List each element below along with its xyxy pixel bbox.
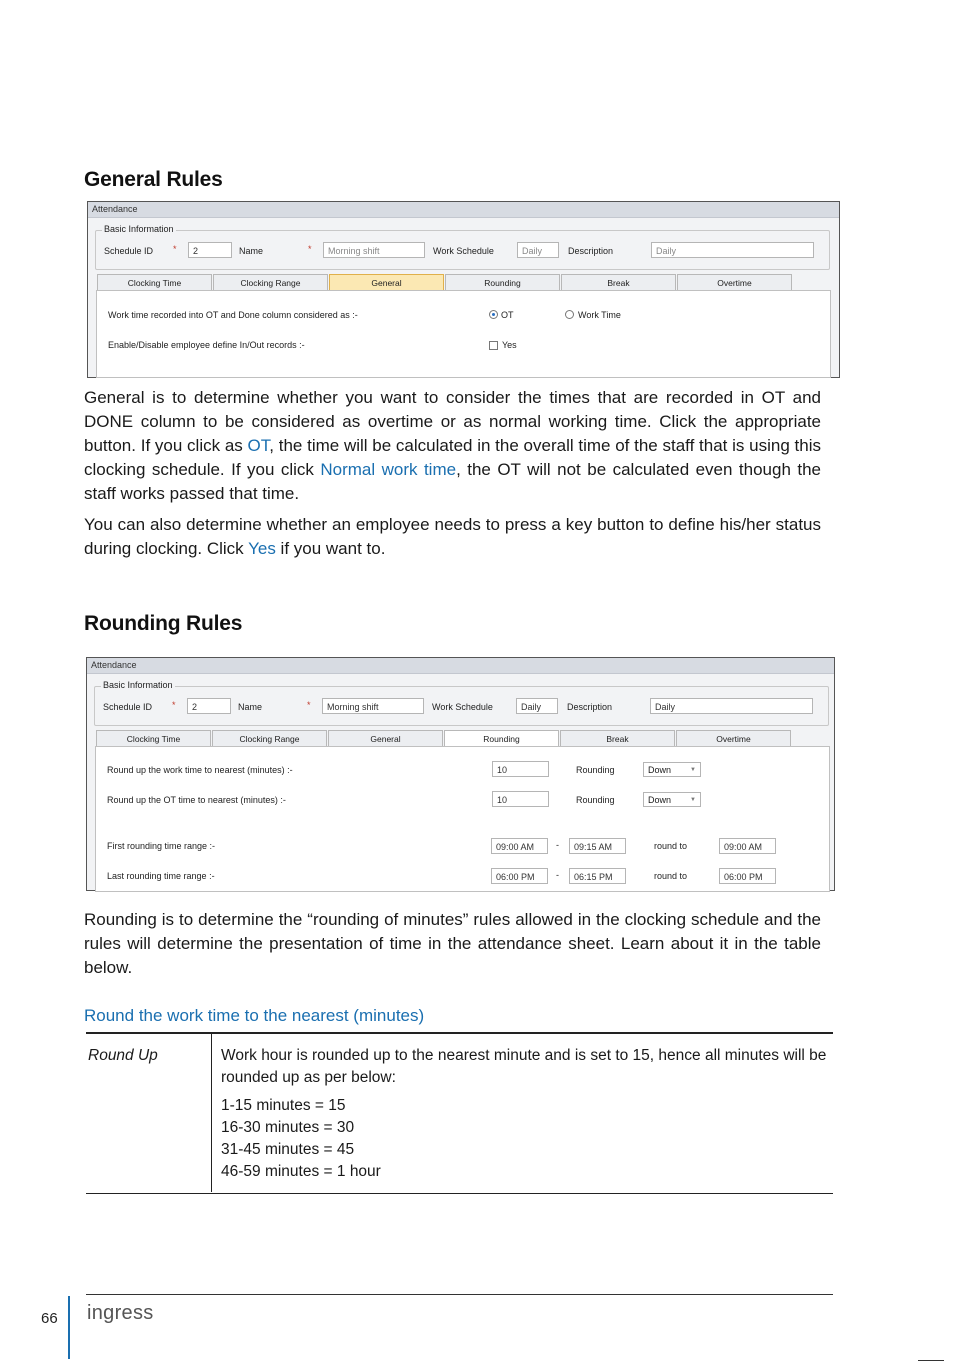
ot-time-rounding-select[interactable] <box>643 792 701 807</box>
work-schedule-label: Work Schedule <box>433 246 494 256</box>
window-title: Attendance <box>88 202 839 218</box>
ot-time-minutes-input[interactable]: 10 <box>492 791 549 807</box>
list-item: 31-45 minutes = 45 <box>221 1141 355 1158</box>
window-body <box>87 674 834 890</box>
window-title: Attendance <box>87 658 834 674</box>
schedule-id-label: Schedule ID <box>104 246 154 256</box>
ingress-logo: ingress <box>87 1302 154 1324</box>
basic-information-group <box>94 680 829 726</box>
tab-strip <box>96 730 792 746</box>
tab-overtime[interactable]: Overtime <box>677 274 792 290</box>
tab-clocking-time[interactable]: Clocking Time <box>97 274 212 290</box>
work-time-rounding-select[interactable] <box>643 762 701 777</box>
first-from-time-input[interactable]: 09:00 AM <box>491 838 548 854</box>
paragraph-text: , the OT will not be calculated even though the staff works passed that time. <box>84 460 821 503</box>
rounding-label: Rounding <box>576 795 615 805</box>
list-item: 46-59 minutes = 1 hour <box>221 1163 381 1180</box>
tab-general[interactable]: General <box>329 274 444 290</box>
tab-strip <box>97 274 793 290</box>
rounding-label: Rounding <box>576 765 615 775</box>
work-schedule-input[interactable]: Daily <box>517 242 559 258</box>
rounding-attendance-window <box>86 657 835 891</box>
ot-time-rounding-label: Round up the OT time to nearest (minutes) :- <box>107 795 286 805</box>
work-time-option-label: Work Time <box>578 310 621 320</box>
select-value: Down <box>648 765 672 775</box>
general-description-paragraph <box>84 386 821 506</box>
table-column-divider <box>211 1034 212 1192</box>
general-attendance-window <box>87 201 840 378</box>
schedule-id-input[interactable]: 2 <box>188 242 232 258</box>
basic-information-label: Basic Information <box>104 224 174 234</box>
schedule-id-input[interactable]: 2 <box>187 698 231 714</box>
name-input[interactable]: Morning shift <box>322 698 424 714</box>
paragraph-text: General is to determine whether you want to consider the times that are recorded in OT and DONE column to be considered as overtime or as normal working time. Click the appropriate button. If you click as <box>84 388 821 455</box>
first-to-time-input[interactable]: 09:15 AM <box>569 838 626 854</box>
tab-break[interactable]: Break <box>560 730 675 746</box>
tab-clocking-range[interactable]: Clocking Range <box>212 730 327 746</box>
key-button-paragraph <box>84 513 821 561</box>
description-label: Description <box>567 702 613 712</box>
yes-option-label: Yes <box>502 340 517 350</box>
yes-checkbox[interactable] <box>489 341 498 350</box>
general-tab-panel <box>96 290 831 378</box>
schedule-id-label: Schedule ID <box>103 702 153 712</box>
rounding-list <box>221 1095 621 1183</box>
window-body <box>88 218 839 377</box>
corner-mark <box>918 1360 944 1361</box>
name-input[interactable]: Morning shift <box>323 242 425 258</box>
round-to-label: round to <box>654 871 688 881</box>
yes-highlight: Yes <box>248 539 276 558</box>
select-value: Down <box>648 795 672 805</box>
basic-information-label: Basic Information <box>103 680 173 690</box>
list-item: 16-30 minutes = 30 <box>221 1119 355 1136</box>
tab-clocking-range[interactable]: Clocking Range <box>213 274 328 290</box>
tab-clocking-time[interactable]: Clocking Time <box>96 730 211 746</box>
required-mark: * <box>308 244 312 254</box>
tab-overtime[interactable]: Overtime <box>676 730 791 746</box>
first-range-label: First rounding time range :- <box>107 841 216 851</box>
round-to-label: round to <box>654 841 688 851</box>
tab-break[interactable]: Break <box>561 274 676 290</box>
work-time-rounding-label: Round up the work time to nearest (minutes) :- <box>107 765 293 775</box>
table-bottom-rule <box>86 1193 833 1194</box>
last-from-time-input[interactable]: 06:00 PM <box>491 868 548 884</box>
tab-general[interactable]: General <box>328 730 443 746</box>
name-label: Name <box>239 246 264 256</box>
work-time-radio[interactable] <box>565 310 574 319</box>
description-input[interactable]: Daily <box>651 242 814 258</box>
rounding-table-subheading: Round the work time to the nearest (minutes) <box>84 1006 425 1025</box>
description-input[interactable]: Daily <box>650 698 813 714</box>
work-schedule-label: Work Schedule <box>432 702 493 712</box>
general-rules-heading: General Rules <box>84 168 223 191</box>
tab-rounding[interactable]: Rounding <box>444 730 559 746</box>
footer-accent-bar <box>68 1296 70 1359</box>
ot-radio[interactable] <box>489 310 498 319</box>
paragraph-text: , the time will be calculated in the overall time of the staff that is using this clocking schedule. If you click <box>84 436 821 479</box>
last-range-label: Last rounding time range :- <box>107 871 215 881</box>
range-dash: - <box>556 840 559 850</box>
work-time-minutes-input[interactable]: 10 <box>492 761 549 777</box>
ot-highlight: OT <box>247 436 270 455</box>
tab-rounding[interactable]: Rounding <box>445 274 560 290</box>
chevron-down-icon: ▼ <box>690 767 696 773</box>
round-up-description: Work hour is rounded up to the nearest minute and is set to 15, hence all minutes will be rounded up as per below: <box>221 1047 827 1086</box>
range-dash: - <box>556 870 559 880</box>
rounding-description-paragraph: Rounding is to determine the “rounding of minutes” rules allowed in the clocking schedule and the rules will determine the presentation of time in the attendance sheet. Learn about it in the table below. <box>84 910 821 977</box>
table-top-rule <box>86 1032 833 1034</box>
paragraph-text: if you want to. <box>275 539 386 558</box>
paragraph-text: You can also determine whether an employee needs to press a key button to define his/her status during clocking. Click <box>84 515 821 558</box>
list-item: 1-15 minutes = 15 <box>221 1097 346 1114</box>
ot-option-label: OT <box>501 310 514 320</box>
chevron-down-icon: ▼ <box>690 797 696 803</box>
last-to-time-input[interactable]: 06:15 PM <box>569 868 626 884</box>
rounding-rules-heading: Rounding Rules <box>84 612 243 635</box>
description-label: Description <box>568 246 614 256</box>
ot-question-label: Work time recorded into OT and Done column considered as :- <box>108 310 358 320</box>
required-mark: * <box>173 244 177 254</box>
normal-work-time-highlight: Normal work time <box>320 460 457 479</box>
work-schedule-input[interactable]: Daily <box>516 698 558 714</box>
enable-question-label: Enable/Disable employee define In/Out records :- <box>108 340 305 350</box>
page-number: 66 <box>41 1310 58 1327</box>
basic-information-group <box>95 224 830 270</box>
required-mark: * <box>172 700 176 710</box>
round-up-label: Round Up <box>88 1047 158 1064</box>
first-round-to-input[interactable]: 09:00 AM <box>719 838 776 854</box>
required-mark: * <box>307 700 311 710</box>
last-round-to-input[interactable]: 06:00 PM <box>719 868 776 884</box>
rounding-tab-panel <box>95 746 830 892</box>
name-label: Name <box>238 702 263 712</box>
footer-rule <box>86 1294 833 1295</box>
